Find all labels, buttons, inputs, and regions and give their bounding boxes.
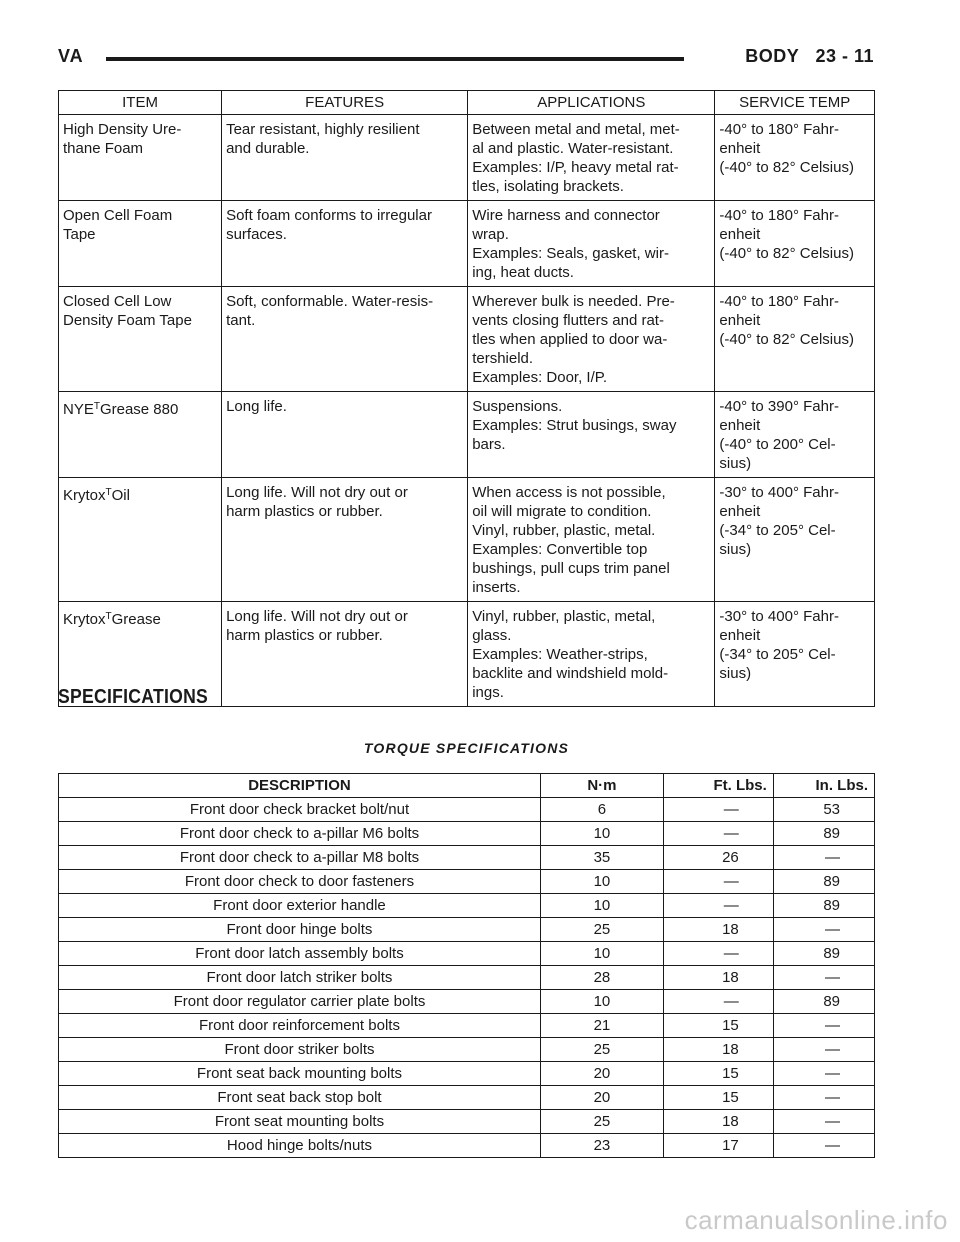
cell-line: When access is not possible, <box>472 484 666 501</box>
nm-cell: 35 <box>540 846 663 870</box>
materials-row <box>59 478 875 602</box>
nm-cell: 23 <box>540 1134 663 1158</box>
trademark-icon: T <box>105 611 112 622</box>
torque-row <box>59 1110 875 1134</box>
cell-line: enheit <box>719 503 761 520</box>
cell-line: enheit <box>719 417 761 434</box>
in-lbs-cell: 89 <box>773 822 874 846</box>
cell-line: tles, isolating brackets. <box>472 178 624 195</box>
cell-line: Long life. <box>226 398 287 415</box>
torque-row <box>59 1134 875 1158</box>
materials-table <box>58 90 875 707</box>
cell-line: Examples: I/P, heavy metal rat- <box>472 159 679 176</box>
cell-line: (-40° to 82° Celsius) <box>719 159 854 176</box>
description-cell: Front door check to a-pillar M6 bolts <box>59 822 541 846</box>
ft-lbs-cell: 15 <box>663 1062 773 1086</box>
torque-specifications-table <box>58 773 875 1158</box>
description-cell: Front door striker bolts <box>59 1038 541 1062</box>
description-cell: Front door check bracket bolt/nut <box>59 798 541 822</box>
torque-row <box>59 870 875 894</box>
materials-item-cell <box>59 115 222 201</box>
cell-line <box>63 483 217 505</box>
watermark-text: carmanualsonline.info <box>684 1205 948 1235</box>
materials-features-cell <box>222 287 468 392</box>
cell-line: Wire harness and connector <box>472 207 660 224</box>
cell-line: tant. <box>226 312 256 329</box>
cell-line: oil will migrate to condition. <box>472 503 652 520</box>
trademark-icon: T <box>93 401 100 412</box>
trademark-icon: T <box>105 487 112 498</box>
materials-temp-cell <box>715 392 875 478</box>
header-section-page: BODY 23 - 11 <box>745 46 874 66</box>
page-header <box>58 42 874 76</box>
item-brand: Krytox <box>63 611 106 628</box>
in-lbs-cell: 53 <box>773 798 874 822</box>
in-lbs-cell: — <box>773 918 874 942</box>
in-lbs-cell: — <box>773 1014 874 1038</box>
cell-line: -40° to 180° Fahr- <box>719 207 839 224</box>
materials-header-row <box>59 91 875 115</box>
nm-cell: 28 <box>540 966 663 990</box>
torque-row <box>59 966 875 990</box>
torque-row <box>59 894 875 918</box>
ft-lbs-cell: 18 <box>663 1038 773 1062</box>
cell-line: enheit <box>719 140 761 157</box>
ft-lbs-cell: 17 <box>663 1134 773 1158</box>
in-lbs-cell: — <box>773 1134 874 1158</box>
item-product: Grease <box>111 611 161 628</box>
cell-line: surfaces. <box>226 226 287 243</box>
in-lbs-cell: — <box>773 1038 874 1062</box>
cell-line: bushings, pull cups trim panel <box>472 560 670 577</box>
torque-row <box>59 918 875 942</box>
materials-row <box>59 201 875 287</box>
ft-lbs-cell: — <box>663 990 773 1014</box>
cell-line: Vinyl, rubber, plastic, metal. <box>472 522 656 539</box>
col-header-nm: N·m <box>540 774 663 798</box>
cell-line: Examples: Door, I/P. <box>472 369 607 386</box>
cell-line: sius) <box>719 455 752 472</box>
cell-line: (-40° to 82° Celsius) <box>719 331 854 348</box>
torque-table-title: TORQUE SPECIFICATIONS <box>363 740 570 756</box>
cell-line: High Density Ure- <box>63 121 182 138</box>
materials-row <box>59 287 875 392</box>
nm-cell: 20 <box>540 1086 663 1110</box>
nm-cell: 25 <box>540 1038 663 1062</box>
description-cell: Front door reinforcement bolts <box>59 1014 541 1038</box>
torque-row <box>59 822 875 846</box>
materials-temp-cell <box>715 287 875 392</box>
ft-lbs-cell: 18 <box>663 1110 773 1134</box>
cell-line: Examples: Strut busings, sway <box>472 417 677 434</box>
cell-line: enheit <box>719 226 761 243</box>
header-rule <box>106 57 684 61</box>
cell-line: -30° to 400° Fahr- <box>719 608 839 625</box>
cell-line: -40° to 180° Fahr- <box>719 121 839 138</box>
cell-line: enheit <box>719 627 761 644</box>
ft-lbs-cell: — <box>663 822 773 846</box>
nm-cell: 20 <box>540 1062 663 1086</box>
nm-cell: 25 <box>540 1110 663 1134</box>
cell-line: (-40° to 82° Celsius) <box>719 245 854 262</box>
materials-temp-cell <box>715 478 875 602</box>
cell-line: Tear resistant, highly resilient <box>226 121 420 138</box>
nm-cell: 10 <box>540 894 663 918</box>
materials-temp-cell <box>715 201 875 287</box>
item-product: Oil <box>111 487 130 504</box>
description-cell: Front door regulator carrier plate bolts <box>59 990 541 1014</box>
nm-cell: 10 <box>540 822 663 846</box>
item-brand: NYE <box>63 401 94 418</box>
description-cell: Front seat back stop bolt <box>59 1086 541 1110</box>
cell-line: sius) <box>719 541 752 558</box>
cell-line: Examples: Seals, gasket, wir- <box>472 245 669 262</box>
ft-lbs-cell: 15 <box>663 1014 773 1038</box>
cell-line: ings. <box>472 684 504 701</box>
col-header-features: FEATURES <box>222 91 468 115</box>
nm-cell: 10 <box>540 870 663 894</box>
ft-lbs-cell: 26 <box>663 846 773 870</box>
cell-line: (-34° to 205° Cel- <box>719 522 836 539</box>
cell-line: (-40° to 200° Cel- <box>719 436 836 453</box>
cell-line: Vinyl, rubber, plastic, metal, <box>472 608 656 625</box>
cell-line: backlite and windshield mold- <box>472 665 669 682</box>
nm-cell: 6 <box>540 798 663 822</box>
cell-line: Tape <box>63 226 96 243</box>
materials-features-cell <box>222 602 468 707</box>
torque-row <box>59 942 875 966</box>
cell-line: inserts. <box>472 579 521 596</box>
torque-header-row <box>59 774 875 798</box>
torque-row <box>59 1014 875 1038</box>
torque-row <box>59 798 875 822</box>
col-header-applications: APPLICATIONS <box>468 91 715 115</box>
materials-item-cell <box>59 201 222 287</box>
cell-line: (-34° to 205° Cel- <box>719 646 836 663</box>
ft-lbs-cell: 18 <box>663 966 773 990</box>
description-cell: Front door latch assembly bolts <box>59 942 541 966</box>
cell-line: sius) <box>719 665 752 682</box>
materials-features-cell <box>222 478 468 602</box>
materials-applications-cell <box>468 478 715 602</box>
specifications-heading: SPECIFICATIONS <box>58 686 209 708</box>
cell-line: ing, heat ducts. <box>472 264 574 281</box>
cell-line: thane Foam <box>63 140 144 157</box>
nm-cell: 21 <box>540 1014 663 1038</box>
description-cell: Front door check to a-pillar M8 bolts <box>59 846 541 870</box>
torque-row <box>59 1038 875 1062</box>
description-cell: Front seat mounting bolts <box>59 1110 541 1134</box>
cell-line: Examples: Weather-strips, <box>472 646 648 663</box>
cell-line: Soft, conformable. Water-resis- <box>226 293 434 310</box>
nm-cell: 10 <box>540 942 663 966</box>
torque-row <box>59 1062 875 1086</box>
ft-lbs-cell: 18 <box>663 918 773 942</box>
cell-line: Long life. Will not dry out or <box>226 484 408 501</box>
description-cell: Front door latch striker bolts <box>59 966 541 990</box>
ft-lbs-cell: — <box>663 894 773 918</box>
cell-line: tershield. <box>472 350 534 367</box>
in-lbs-cell: — <box>773 966 874 990</box>
cell-line: enheit <box>719 312 761 329</box>
nm-cell: 25 <box>540 918 663 942</box>
materials-row <box>59 115 875 201</box>
cell-line: vents closing flutters and rat- <box>472 312 664 329</box>
materials-item-cell <box>59 287 222 392</box>
ft-lbs-cell: — <box>663 798 773 822</box>
ft-lbs-cell: — <box>663 870 773 894</box>
torque-row <box>59 846 875 870</box>
cell-line: harm plastics or rubber. <box>226 503 383 520</box>
cell-line: Examples: Convertible top <box>472 541 648 558</box>
cell-line: al and plastic. Water-resistant. <box>472 140 674 157</box>
nm-cell: 10 <box>540 990 663 1014</box>
materials-applications-cell <box>468 392 715 478</box>
col-header-service-temp: SERVICE TEMP <box>715 91 875 115</box>
cell-line: Closed Cell Low <box>63 293 172 310</box>
cell-line: Density Foam Tape <box>63 312 192 329</box>
in-lbs-cell: 89 <box>773 990 874 1014</box>
in-lbs-cell: 89 <box>773 870 874 894</box>
cell-line: and durable. <box>226 140 310 157</box>
materials-features-cell <box>222 392 468 478</box>
cell-line: wrap. <box>472 226 509 243</box>
cell-line: harm plastics or rubber. <box>226 627 383 644</box>
in-lbs-cell: — <box>773 846 874 870</box>
cell-line <box>63 397 217 419</box>
description-cell: Front door hinge bolts <box>59 918 541 942</box>
cell-line: -40° to 180° Fahr- <box>719 293 839 310</box>
materials-features-cell <box>222 201 468 287</box>
in-lbs-cell: — <box>773 1086 874 1110</box>
materials-applications-cell <box>468 115 715 201</box>
item-product: Grease 880 <box>99 401 179 418</box>
cell-line: -30° to 400° Fahr- <box>719 484 839 501</box>
in-lbs-cell: 89 <box>773 942 874 966</box>
cell-line: Long life. Will not dry out or <box>226 608 408 625</box>
cell-line: Wherever bulk is needed. Pre- <box>472 293 675 310</box>
materials-item-cell <box>59 478 222 602</box>
ft-lbs-cell: — <box>663 942 773 966</box>
materials-features-cell <box>222 115 468 201</box>
item-brand: Krytox <box>63 487 106 504</box>
materials-temp-cell <box>715 602 875 707</box>
materials-item-cell <box>59 392 222 478</box>
header-vehicle-code: VA <box>58 46 84 66</box>
cell-line: glass. <box>472 627 512 644</box>
cell-line: Soft foam conforms to irregular <box>226 207 432 224</box>
in-lbs-cell: — <box>773 1110 874 1134</box>
cell-line: Between metal and metal, met- <box>472 121 680 138</box>
in-lbs-cell: 89 <box>773 894 874 918</box>
description-cell: Front door check to door fasteners <box>59 870 541 894</box>
col-header-in-lbs: In. Lbs. <box>773 774 874 798</box>
cell-line: Open Cell Foam <box>63 207 173 224</box>
description-cell: Front seat back mounting bolts <box>59 1062 541 1086</box>
materials-temp-cell <box>715 115 875 201</box>
torque-row <box>59 990 875 1014</box>
cell-line: bars. <box>472 436 506 453</box>
ft-lbs-cell: 15 <box>663 1086 773 1110</box>
cell-line: -40° to 390° Fahr- <box>719 398 839 415</box>
description-cell: Hood hinge bolts/nuts <box>59 1134 541 1158</box>
col-header-item: ITEM <box>59 91 222 115</box>
materials-applications-cell <box>468 201 715 287</box>
torque-row <box>59 1086 875 1110</box>
materials-applications-cell <box>468 287 715 392</box>
cell-line: tles when applied to door wa- <box>472 331 668 348</box>
materials-applications-cell <box>468 602 715 707</box>
in-lbs-cell: — <box>773 1062 874 1086</box>
col-header-description: DESCRIPTION <box>59 774 541 798</box>
cell-line <box>63 607 217 629</box>
col-header-ft-lbs: Ft. Lbs. <box>663 774 773 798</box>
materials-row <box>59 392 875 478</box>
cell-line: Suspensions. <box>472 398 563 415</box>
description-cell: Front door exterior handle <box>59 894 541 918</box>
